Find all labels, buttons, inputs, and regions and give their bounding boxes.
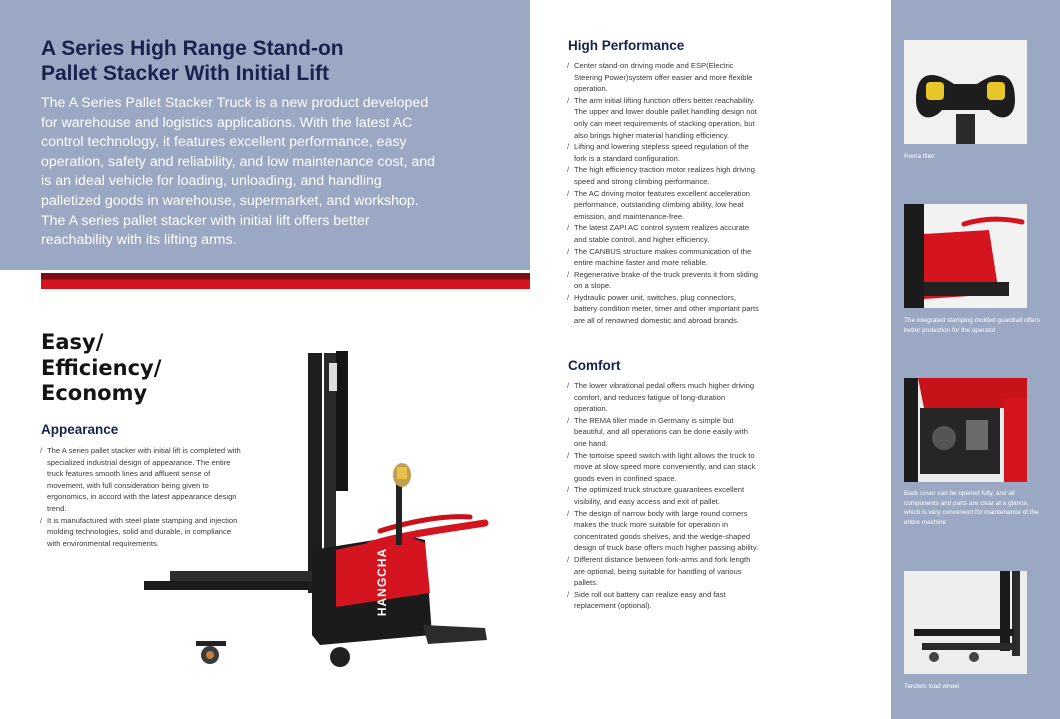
appearance-heading: Appearance xyxy=(41,422,119,437)
performance-heading: High Performance xyxy=(568,38,685,53)
list-item: / The latest ZAPI AC control system realizes accurate and stable control, and higher efficiency. xyxy=(568,222,760,245)
list-item: / The lower vibrational pedal offers much higher driving comfort, and reduces fatigue of long-duration operation. xyxy=(568,380,760,415)
truck-brand-label: HANGCHA xyxy=(375,547,390,617)
comfort-list xyxy=(568,380,760,612)
page-title-line1: A Series High Range Stand-on xyxy=(41,37,344,60)
list-item: / The design of narrow body with large round corners makes the truck more suitable for operation in concentrated goods shelves, and the wedge-shaped design of truck base offers much higher passing ability. xyxy=(568,508,760,554)
load-wheel-photo-icon xyxy=(904,571,1027,674)
thumbnail-caption: Tandem load wheel xyxy=(904,683,960,690)
page-title-line2: Pallet Stacker With Initial Lift xyxy=(41,62,330,85)
list-item: / The A series pallet stacker with initial lift is completed with specialized industrial design of appearance. The entire truck features smooth lines and affluent sense of movement, with full consideration being given to ergonomics, in accord with the latest appearance design trend. xyxy=(41,445,241,515)
list-item: / Side roll out battery can realize easy and fast replacement (optional). xyxy=(568,589,760,612)
pallet-stacker-illustration xyxy=(140,345,500,675)
list-item: / Regenerative brake of the truck prevents it from sliding on a slope. xyxy=(568,269,760,292)
tagline-line2: Efficiency/ xyxy=(41,355,162,380)
list-item: / Hydraulic power unit, switches, plug connectors, battery condition meter, timer and other important parts are all of renowned domestic and abroad brands. xyxy=(568,292,760,327)
list-item: / The arm initial lifting function offers better reachability. The upper and lower double pallet handling design not only can meet requirements of stacking operation, but also brings higher material handling efficiency. xyxy=(568,95,760,141)
thumbnail-caption: Rema tiller xyxy=(904,153,935,160)
open-back-cover-photo-icon xyxy=(904,378,1027,482)
thumbnail-caption: Back cover can be opened fully, and all components and parts are clear at a glance, which is very convenient for maintenance of the entire machine xyxy=(904,490,1039,526)
list-item: / Lifting and lowering stepless speed regulation of the fork is a standard configuration. xyxy=(568,141,760,164)
comfort-heading: Comfort xyxy=(568,358,621,373)
intro-paragraph: The A Series Pallet Stacker Truck is a new product developed for warehouse and logistics applications. With the latest AC control technology, it features excellent performance, easy operation, safety and reliability, and low maintenance cost, and is an ideal vehicle for loading, unloading, and handling palletized goods in warehouse, supermarket, and workshop. The A series pallet stacker with initial lift offers better reachability with its lifting arms. xyxy=(41,95,436,249)
list-item: / Different distance between fork-arms and fork length are optional, being suitable for handling of various pallets. xyxy=(568,554,760,589)
tagline-line3: Economy xyxy=(41,381,148,405)
red-stripe xyxy=(41,273,530,289)
page-title xyxy=(41,36,511,86)
list-item: / It is manufactured with steel plate stamping and injection molding technologies, solid and durable, in compliance with environmental requirements. xyxy=(41,515,241,550)
performance-list xyxy=(568,60,760,327)
list-item: / The AC driving motor features excellent acceleration performance, outstanding climbing ability, low heat emission, and maintenance-free. xyxy=(568,188,760,223)
thumbnail-caption: The integrated stamping molded guardrail offers better protection for the operator xyxy=(904,317,1040,334)
list-item: / The tortoise speed switch with light allows the truck to move at slow speed more conveniently, and can stack goods even in confined space. xyxy=(568,450,760,485)
list-item: / The high efficiency traction motor realizes high driving speed and strong climbing performance. xyxy=(568,164,760,187)
tiller-photo-icon xyxy=(904,40,1027,144)
list-item: / The REMA tiller made in Germany is simple but beautiful, and all operations can be done easily with one hand. xyxy=(568,415,760,450)
tagline-line1: Easy/ xyxy=(41,330,104,354)
list-item: / The CANBUS structure makes communication of the entire machine faster and more reliable. xyxy=(568,246,760,269)
list-item: / Center stand-on driving mode and ESP(Electric Steering Power)system offer easier and more flexible operation. xyxy=(568,60,760,95)
list-item: / The optimized truck structure guarantees excellent visibility, and easy access and exit of pallet. xyxy=(568,484,760,507)
guardrail-photo-icon xyxy=(904,204,1027,308)
